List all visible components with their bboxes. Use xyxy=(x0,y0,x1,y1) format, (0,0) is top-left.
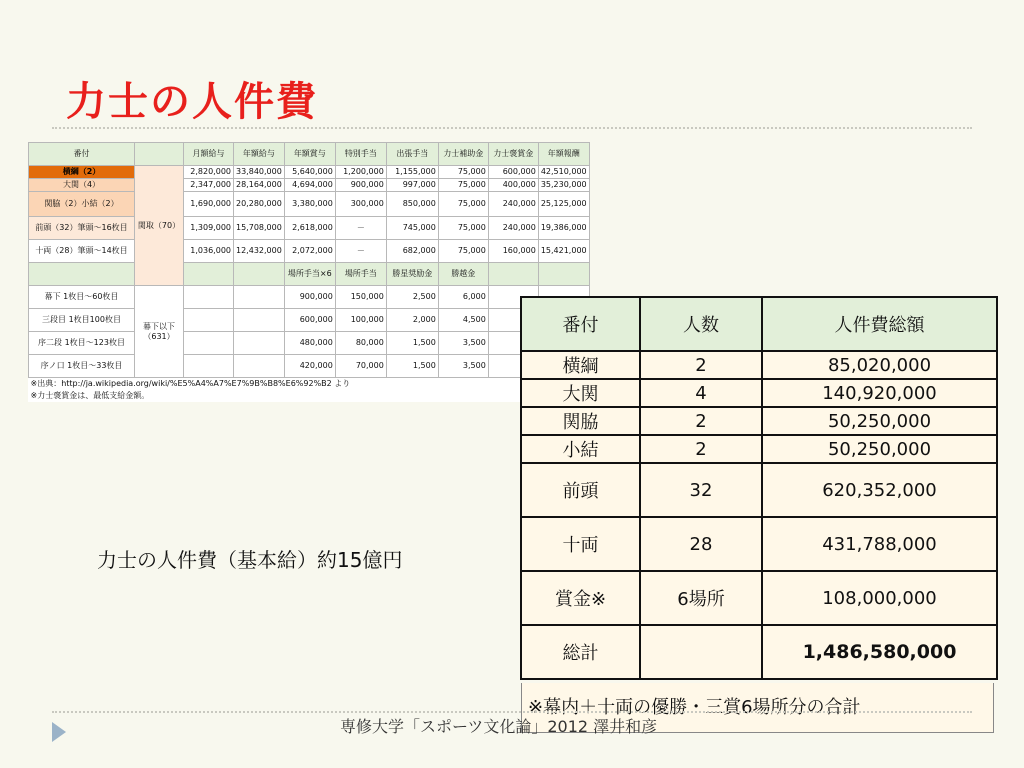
header-cell: 出張手当 xyxy=(386,143,438,166)
table-row xyxy=(521,435,997,463)
value-cell: 240,000 xyxy=(488,192,538,217)
value-cell: 850,000 xyxy=(386,192,438,217)
value-cell: 5,640,000 xyxy=(284,166,335,179)
table-row xyxy=(29,179,590,192)
value-cell: 12,432,000 xyxy=(234,240,285,263)
value-cell: 19,386,000 xyxy=(538,217,589,240)
header-cell: 力士褒賞金 xyxy=(488,143,538,166)
rank-cell: 大関 xyxy=(521,379,640,407)
count-cell: 2 xyxy=(640,407,762,435)
header-cell: 勝越金 xyxy=(438,263,488,286)
value-cell: 100,000 xyxy=(335,309,386,332)
table-row xyxy=(521,407,997,435)
value-cell: 1,036,000 xyxy=(184,240,234,263)
value-cell: － xyxy=(335,217,386,240)
footer-credit: 専修大学「スポーツ文化論」2012 澤井和彦 xyxy=(340,717,658,736)
value-cell: － xyxy=(335,240,386,263)
header-cell: 力士補助金 xyxy=(438,143,488,166)
value-cell: 80,000 xyxy=(335,332,386,355)
value-cell: 682,000 xyxy=(386,240,438,263)
table-row xyxy=(521,463,997,517)
blank-cell xyxy=(184,332,234,355)
blank-cell xyxy=(29,263,135,286)
blank-cell xyxy=(538,263,589,286)
source-note: ※出典：http://ja.wikipedia.org/wiki/%E5%A4%A7%E7%9B%B8%E6%92%B2 より xyxy=(29,378,590,391)
value-cell: 25,125,000 xyxy=(538,192,589,217)
rank-cell: 小結 xyxy=(521,435,640,463)
value-cell: 300,000 xyxy=(335,192,386,217)
value-cell: 480,000 xyxy=(284,332,335,355)
count-cell: 4 xyxy=(640,379,762,407)
bottom-divider xyxy=(52,711,972,713)
rank-cell: 関脇（2）小結（2） xyxy=(29,192,135,217)
header-cell xyxy=(135,143,184,166)
value-cell: 1,155,000 xyxy=(386,166,438,179)
rank-cell: 序二段 1枚目～123枚目 xyxy=(29,332,135,355)
header-cell: 特別手当 xyxy=(335,143,386,166)
value-cell: 1,500 xyxy=(386,332,438,355)
table-row xyxy=(29,217,590,240)
summary-text: 力士の人件費（基本給）約15億円 xyxy=(97,548,403,572)
value-cell: 3,500 xyxy=(438,355,488,378)
top-divider xyxy=(52,127,972,129)
value-cell: 4,694,000 xyxy=(284,179,335,192)
count-cell: 28 xyxy=(640,517,762,571)
rank-cell: 十両（28）筆頭～14枚目 xyxy=(29,240,135,263)
value-cell: 15,708,000 xyxy=(234,217,285,240)
value-cell: 900,000 xyxy=(284,286,335,309)
header-cell: 場所手当 xyxy=(335,263,386,286)
rank-cell: 前頭（32）筆頭～16枚目 xyxy=(29,217,135,240)
rank-cell: 前頭 xyxy=(521,463,640,517)
note-row xyxy=(29,390,590,402)
blank-cell xyxy=(184,309,234,332)
cost-table-header xyxy=(521,297,997,351)
table-row xyxy=(29,309,590,332)
cost-table-note: ※幕内＋十両の優勝・三賞6場所分の合計 xyxy=(521,683,994,733)
value-cell: 420,000 xyxy=(284,355,335,378)
value-cell: 75,000 xyxy=(438,179,488,192)
blank-cell xyxy=(234,263,285,286)
table-row xyxy=(29,286,590,309)
value-cell: 1,500 xyxy=(386,355,438,378)
value-cell: 240,000 xyxy=(488,217,538,240)
rank-cell: 幕下 1枚目～60枚目 xyxy=(29,286,135,309)
blank-cell xyxy=(234,332,285,355)
total-cell: 50,250,000 xyxy=(762,407,997,435)
table-row xyxy=(29,240,590,263)
table-row xyxy=(521,571,997,625)
table-row xyxy=(29,166,590,179)
value-cell: 600,000 xyxy=(284,309,335,332)
value-cell: 600,000 xyxy=(488,166,538,179)
rank-cell: 総計 xyxy=(521,625,640,679)
cost-summary-table xyxy=(520,296,998,680)
rank-cell: 大関（4） xyxy=(29,179,135,192)
rank-cell: 横綱（2） xyxy=(29,166,135,179)
value-cell: 42,510,000 xyxy=(538,166,589,179)
total-cell: 620,352,000 xyxy=(762,463,997,517)
value-cell: 15,421,000 xyxy=(538,240,589,263)
blank-cell xyxy=(184,355,234,378)
value-cell: 6,000 xyxy=(438,286,488,309)
salary-spreadsheet xyxy=(28,142,590,402)
total-cell: 85,020,000 xyxy=(762,351,997,379)
header-cell: 人数 xyxy=(640,297,762,351)
total-cell: 140,920,000 xyxy=(762,379,997,407)
value-cell: 1,200,000 xyxy=(335,166,386,179)
table-row xyxy=(29,355,590,378)
count-cell: 2 xyxy=(640,435,762,463)
rank-cell: 賞金※ xyxy=(521,571,640,625)
header-cell: 番付 xyxy=(521,297,640,351)
rank-cell: 関脇 xyxy=(521,407,640,435)
value-cell: 745,000 xyxy=(386,217,438,240)
spreadsheet-subheader-row xyxy=(29,263,590,286)
header-cell: 番付 xyxy=(29,143,135,166)
value-cell: 2,500 xyxy=(386,286,438,309)
slide-title: 力士の人件費 xyxy=(66,79,318,125)
blank-cell xyxy=(234,286,285,309)
value-cell: 3,380,000 xyxy=(284,192,335,217)
table-row xyxy=(29,192,590,217)
value-cell: 75,000 xyxy=(438,240,488,263)
spreadsheet-header-row xyxy=(29,143,590,166)
group-cell: 幕下以下（631） xyxy=(135,286,184,378)
group-cell: 関取（70） xyxy=(135,166,184,286)
count-cell: 32 xyxy=(640,463,762,517)
value-cell: 2,618,000 xyxy=(284,217,335,240)
value-cell: 2,072,000 xyxy=(284,240,335,263)
total-cell: 50,250,000 xyxy=(762,435,997,463)
bonus-note: ※力士褒賞金は、最低支給金額。 xyxy=(29,390,590,402)
count-cell xyxy=(640,625,762,679)
blank-cell xyxy=(184,263,234,286)
value-cell: 33,840,000 xyxy=(234,166,285,179)
blank-cell xyxy=(234,355,285,378)
value-cell: 4,500 xyxy=(438,309,488,332)
blank-cell xyxy=(184,286,234,309)
rank-cell: 三段目 1枚目100枚目 xyxy=(29,309,135,332)
count-cell: 6場所 xyxy=(640,571,762,625)
note-row xyxy=(29,378,590,391)
rank-cell: 十両 xyxy=(521,517,640,571)
rank-cell: 序ノ口 1枚目～33枚目 xyxy=(29,355,135,378)
value-cell: 900,000 xyxy=(335,179,386,192)
value-cell: 75,000 xyxy=(438,166,488,179)
table-row xyxy=(29,332,590,355)
count-cell: 2 xyxy=(640,351,762,379)
total-cell: 431,788,000 xyxy=(762,517,997,571)
value-cell: 997,000 xyxy=(386,179,438,192)
value-cell: 75,000 xyxy=(438,192,488,217)
header-cell: 勝星奨励金 xyxy=(386,263,438,286)
blank-cell xyxy=(488,263,538,286)
value-cell: 2,000 xyxy=(386,309,438,332)
value-cell: 35,230,000 xyxy=(538,179,589,192)
value-cell: 2,347,000 xyxy=(184,179,234,192)
total-row xyxy=(521,625,997,679)
value-cell: 1,309,000 xyxy=(184,217,234,240)
header-cell: 月額給与 xyxy=(184,143,234,166)
value-cell: 3,500 xyxy=(438,332,488,355)
header-cell: 年額賞与 xyxy=(284,143,335,166)
table-row xyxy=(521,351,997,379)
blank-cell xyxy=(234,309,285,332)
triangle-bullet-icon xyxy=(52,722,66,742)
table-row xyxy=(521,517,997,571)
value-cell: 150,000 xyxy=(335,286,386,309)
value-cell: 75,000 xyxy=(438,217,488,240)
value-cell: 70,000 xyxy=(335,355,386,378)
header-cell: 年額報酬 xyxy=(538,143,589,166)
table-row xyxy=(521,379,997,407)
total-cell: 108,000,000 xyxy=(762,571,997,625)
rank-cell: 横綱 xyxy=(521,351,640,379)
value-cell: 400,000 xyxy=(488,179,538,192)
header-cell: 年額給与 xyxy=(234,143,285,166)
header-cell: 場所手当×6 xyxy=(284,263,335,286)
grand-total-cell: 1,486,580,000 xyxy=(762,625,997,679)
header-cell: 人件費総額 xyxy=(762,297,997,351)
value-cell: 20,280,000 xyxy=(234,192,285,217)
value-cell: 160,000 xyxy=(488,240,538,263)
value-cell: 1,690,000 xyxy=(184,192,234,217)
value-cell: 28,164,000 xyxy=(234,179,285,192)
value-cell: 2,820,000 xyxy=(184,166,234,179)
